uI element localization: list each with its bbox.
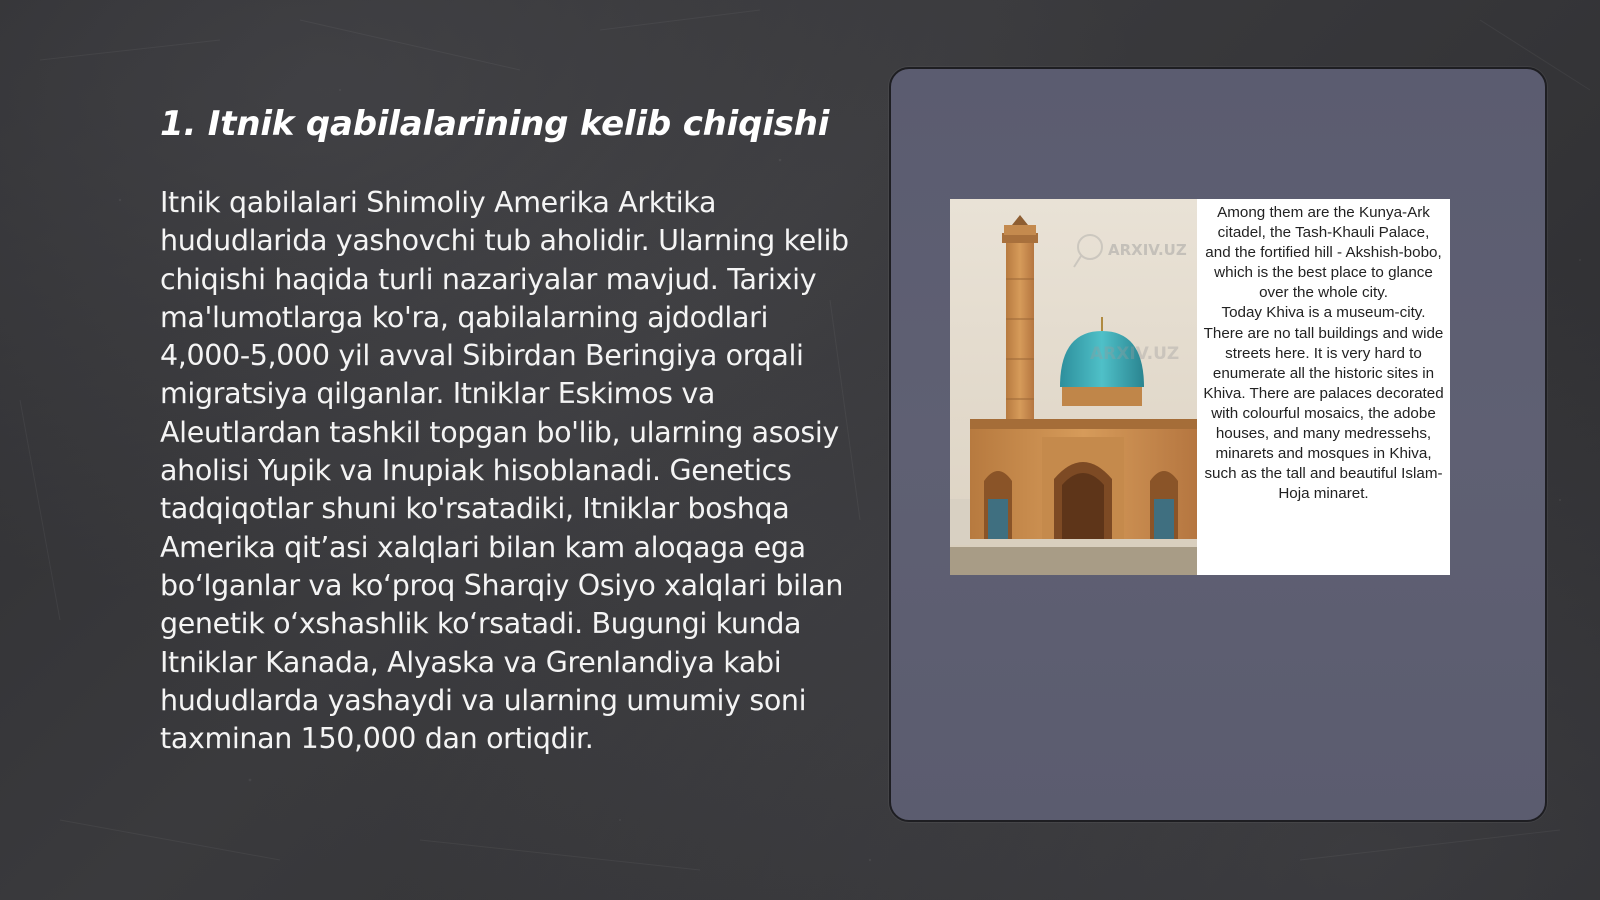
caption-paragraph-2: Today Khiva is a museum-city. There are no tall buildings and wide streets here. It is very hard to enumerate all the historic sites in Khiva. There are palaces decorated with colourful mosaics, the adobe houses, and many medressehs, minarets and mosques in Khiva, such as the tall and beautiful Islam-Hoja minaret.	[1203, 304, 1444, 503]
figure-caption	[1197, 199, 1450, 575]
slide-body-text: Itnik qabilalari Shimoliy Amerika Arktika hududlarida yashovchi tub aholidir. Ularning kelib chiqishi haqida turli nazariyalar mavjud. Tarixiy ma'lumotlarga ko'ra, qabilalarning ajdodlari 4,000-5,000 yil avval Sibirdan Beringiya orqali migratsiya qilganlar. Itniklar Eskimos va Aleutlardan tashkil topgan bo'lib, ularning asosiy aholisi Yupik va Inupiak hisoblanadi. Genetics tadqiqotlar shuni ko'rsatadiki, Itniklar boshqa Amerika qit’asi xalqlari bilan kam aloqaga ega bo‘lganlar va ko‘proq Sharqiy Osiyo xalqlari bilan genetik o‘xshashlik ko‘rsatadi. Bugungi kunda Itniklar Kanada, Alyaska va Grenlandiya kabi hududlarda yashaydi va ularning umumiy soni taxminan 150,000 dan ortiqdir.	[160, 186, 849, 756]
khiva-mosque-photo	[950, 199, 1197, 575]
watermark-top: ARXIV.UZ	[1108, 241, 1187, 259]
caption-paragraph-1: Among them are the Kunya-Ark citadel, the Tash-Khauli Palace, and the fortified hill - Akshish-bobo, which is the best place to glance over the whole city.	[1205, 204, 1442, 302]
slide-title: 1. Itnik qabilalarining kelib chiqishi	[160, 104, 830, 144]
khiva-figure	[950, 199, 1450, 575]
watermark-middle: ARXIV.UZ	[1090, 344, 1180, 364]
